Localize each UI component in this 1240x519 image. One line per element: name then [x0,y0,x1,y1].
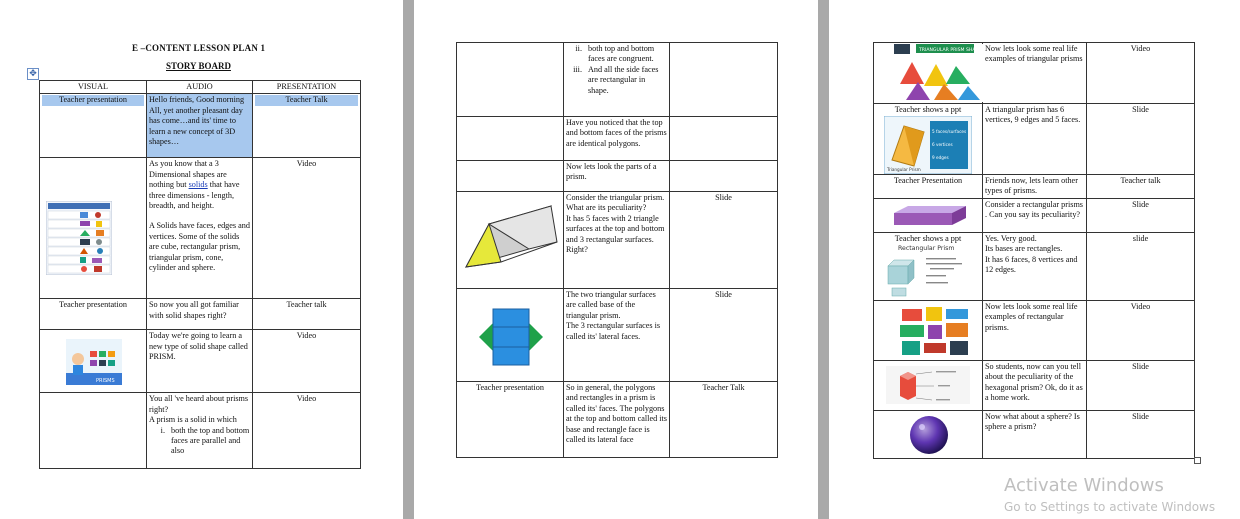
audio-cell[interactable] [147,158,253,299]
rectangular-prism-slide-title: Rectangular Prism [898,244,955,252]
solids-link[interactable]: solids [188,180,208,190]
page-1 [0,0,403,519]
audio-text: that have three dimensions - length, breadth, and height. [149,180,240,211]
audio-cell[interactable]: Consider a rectangular prisms . Can you say its peculiarity? [983,198,1087,232]
solids-chart-image [46,201,112,275]
list-number: i. [160,425,165,435]
audio-text: As you know that a 3 Dimensional shapes are nothing but [149,159,227,190]
column-header-presentation: PRESENTATION [253,81,361,94]
visual-cell [40,330,147,393]
presentation-cell [253,94,361,158]
audio-cell[interactable]: Hello friends, Good morning All, yet another pleasant day has come…and its' time to learn a new concept of 3D shapes… [147,94,253,158]
presentation-cell: Slide [670,289,778,382]
visual-text: Teacher shows a ppt [894,105,962,114]
visual-cell [457,161,564,192]
list-number: iii. [573,64,582,74]
visual-cell [40,158,147,299]
visual-cell [457,192,564,289]
audio-cell[interactable]: Now lets look the parts of a prism. [564,161,670,192]
visual-text: Teacher shows a ppt [894,233,962,243]
list-item [149,426,250,457]
presentation-cell: Video [253,330,361,393]
audio-cell[interactable] [147,393,253,469]
page-2 [414,0,818,519]
activate-windows-title: Activate Windows [1004,475,1164,496]
prisms-image-caption: PRISMS [96,378,115,385]
rectangular-prism-slide-image [882,244,976,300]
list-text: both the top and bottom faces are parallel and also [171,425,250,456]
presentation-cell: Video [1087,300,1195,360]
list-item [566,65,667,96]
visual-cell [874,300,983,360]
activate-windows-subtitle: Go to Settings to activate Windows [1004,500,1216,514]
storyboard-title: STORY BOARD [166,61,231,71]
column-header-audio: AUDIO [147,81,253,94]
presentation-cell: Video [1087,43,1195,104]
page-3 [829,0,1240,519]
list-item [566,44,667,65]
presentation-cell: Slide [670,192,778,289]
presentation-cell: Slide [1087,410,1195,458]
storyboard-table-page3 [873,42,1195,459]
hexagonal-prism-image [886,366,970,404]
page-gap-2 [818,0,829,519]
lesson-plan-title: E –CONTENT LESSON PLAN 1 [132,43,266,53]
visual-cell [874,360,983,410]
visual-cell [874,410,983,458]
visual-cell [457,117,564,161]
audio-cell[interactable]: So in general, the polygons and rectangles in a prism is called its' faces. The polygons at the top and bottom called its base and rectangle face is called its lateral face [564,382,670,458]
triangular-prism-examples-image [894,44,984,102]
audio-cell[interactable]: Today we're going to learn a new type of solid shape called PRISM. [147,330,253,393]
triangular-prism-slide-image [884,116,972,174]
visual-cell [874,104,983,175]
prisms-intro-image [66,339,122,385]
visual-cell [40,94,147,158]
visual-cell [40,393,147,469]
column-header-visual: VISUAL [40,81,147,94]
list-number: ii. [575,44,582,53]
audio-text: A Solids have faces, edges and vertices. Some of the solids are cube, rectangular prism, triangular prism, cone, cylinder and sphere. [149,221,250,273]
storyboard-table-page2 [456,42,778,458]
image-label: TRIANGULAR PRISM SHAPES [919,48,984,53]
presentation-cell: Video [253,393,361,469]
rectangular-prism-examples-image [898,305,972,357]
audio-cell[interactable]: Consider the triangular prism. What are its peculiarity? It has 5 faces with 2 triangle surfaces at the top and bottom and 3 rectangular surfaces. Right? [564,192,670,289]
presentation-cell [670,117,778,161]
list-text: And all the side faces are rectangular in shape. [588,64,659,95]
visual-cell [874,198,983,232]
visual-cell: Teacher presentation [40,299,147,330]
presentation-cell: Teacher talk [1087,175,1195,199]
presentation-cell: Teacher talk [253,299,361,330]
visual-cell: Teacher Presentation [874,175,983,199]
presentation-cell: Slide [1087,198,1195,232]
triangular-prism-card-line: 6 vertices [932,142,953,147]
visual-cell [457,43,564,117]
audio-cell[interactable]: The two triangular surfaces are called base of the triangular prism. The 3 rectangular surfaces is called its' lateral faces. [564,289,670,382]
storyboard-table-page1 [39,80,361,469]
triangular-prism-slide-caption: Triangular Prism [887,167,921,172]
triangular-prism-card-line: 9 edges [932,155,949,160]
visual-cell: Teacher presentation [457,382,564,458]
audio-cell[interactable]: Have you noticed that the top and bottom faces of the prisms are identical polygons. [564,117,670,161]
audio-text: A prism is a solid in which [149,415,237,425]
audio-cell[interactable]: Now lets look some real life examples of triangular prisms [983,43,1087,104]
page-gap-1 [403,0,414,519]
audio-cell[interactable]: Yes. Very good. Its bases are rectangles. It has 6 faces, 8 vertices and 12 edges. [983,232,1087,300]
audio-cell[interactable]: So now you all got familiar with solid shapes right? [147,299,253,330]
audio-cell[interactable]: Friends now, lets learn other types of prisms. [983,175,1087,199]
audio-cell[interactable]: A triangular prism has 6 vertices, 9 edges and 5 faces. [983,104,1087,175]
presentation-cell: Teacher Talk [670,382,778,458]
presentation-cell: slide [1087,232,1195,300]
triangular-prism-image [461,202,561,276]
audio-cell[interactable]: Now what about a sphere? Is sphere a prism? [983,410,1087,458]
visual-cell [874,43,983,104]
presentation-cell [670,161,778,192]
presentation-cell [670,43,778,117]
rectangular-prism-image [892,203,968,227]
prism-net-image [477,307,545,367]
audio-cell[interactable]: So students, now can you tell about the peculiarity of the hexagonal prism? Ok, do it as a home work. [983,360,1087,410]
audio-text: You all 've heard about prisms right? [149,394,249,414]
presentation-cell: Slide [1087,360,1195,410]
list-text: both top and bottom faces are congruent. [588,44,655,64]
table-move-handle-icon[interactable]: ✥ [27,68,39,80]
triangular-prism-card-line: 5 faces/surfaces [932,129,967,134]
sphere-image [908,414,950,456]
audio-cell[interactable] [564,43,670,117]
audio-cell[interactable]: Now lets look some real life examples of rectangular prisms. [983,300,1087,360]
presentation-cell: Video [253,158,361,299]
presentation-cell: Slide [1087,104,1195,175]
visual-text: Teacher presentation [42,95,144,105]
table-resize-handle-icon[interactable] [1194,457,1201,464]
visual-cell [457,289,564,382]
visual-cell [874,232,983,300]
presentation-text: Teacher Talk [255,95,358,105]
